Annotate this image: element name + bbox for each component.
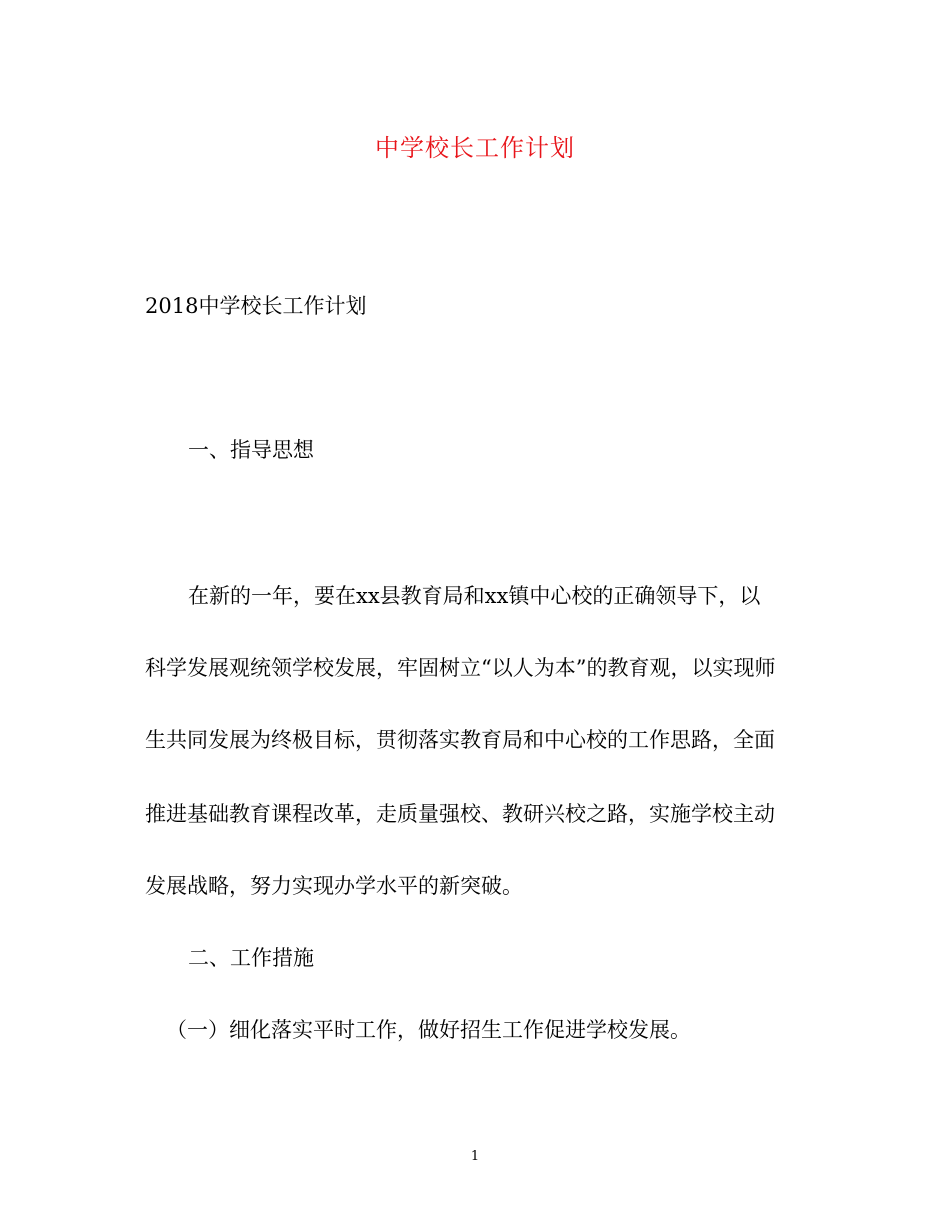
paragraph-line: 发展战略，努力实现办学水平的新突破。 — [145, 874, 523, 898]
paragraph-line: 在新的一年，要在xx县教育局和xx镇中心校的正确领导下，以 — [188, 584, 761, 608]
document-subtitle: 2018中学校长工作计划 — [145, 294, 367, 318]
section-heading-work-measures: 二、工作措施 — [188, 946, 314, 970]
subsection-heading: （一）细化落实平时工作，做好招生工作促进学校发展。 — [166, 1018, 691, 1042]
paragraph-line: 推进基础教育课程改革，走质量强校、教研兴校之路，实施学校主动 — [145, 802, 775, 826]
paragraph-line: 生共同发展为终极目标，贯彻落实教育局和中心校的工作思路，全面 — [145, 728, 775, 752]
section-heading-guiding-ideology: 一、指导思想 — [188, 438, 314, 462]
document-title: 中学校长工作计划 — [375, 134, 575, 162]
paragraph-line: 科学发展观统领学校发展，牢固树立“以人为本”的教育观，以实现师 — [145, 656, 776, 680]
page-number: 1 — [470, 1149, 480, 1164]
